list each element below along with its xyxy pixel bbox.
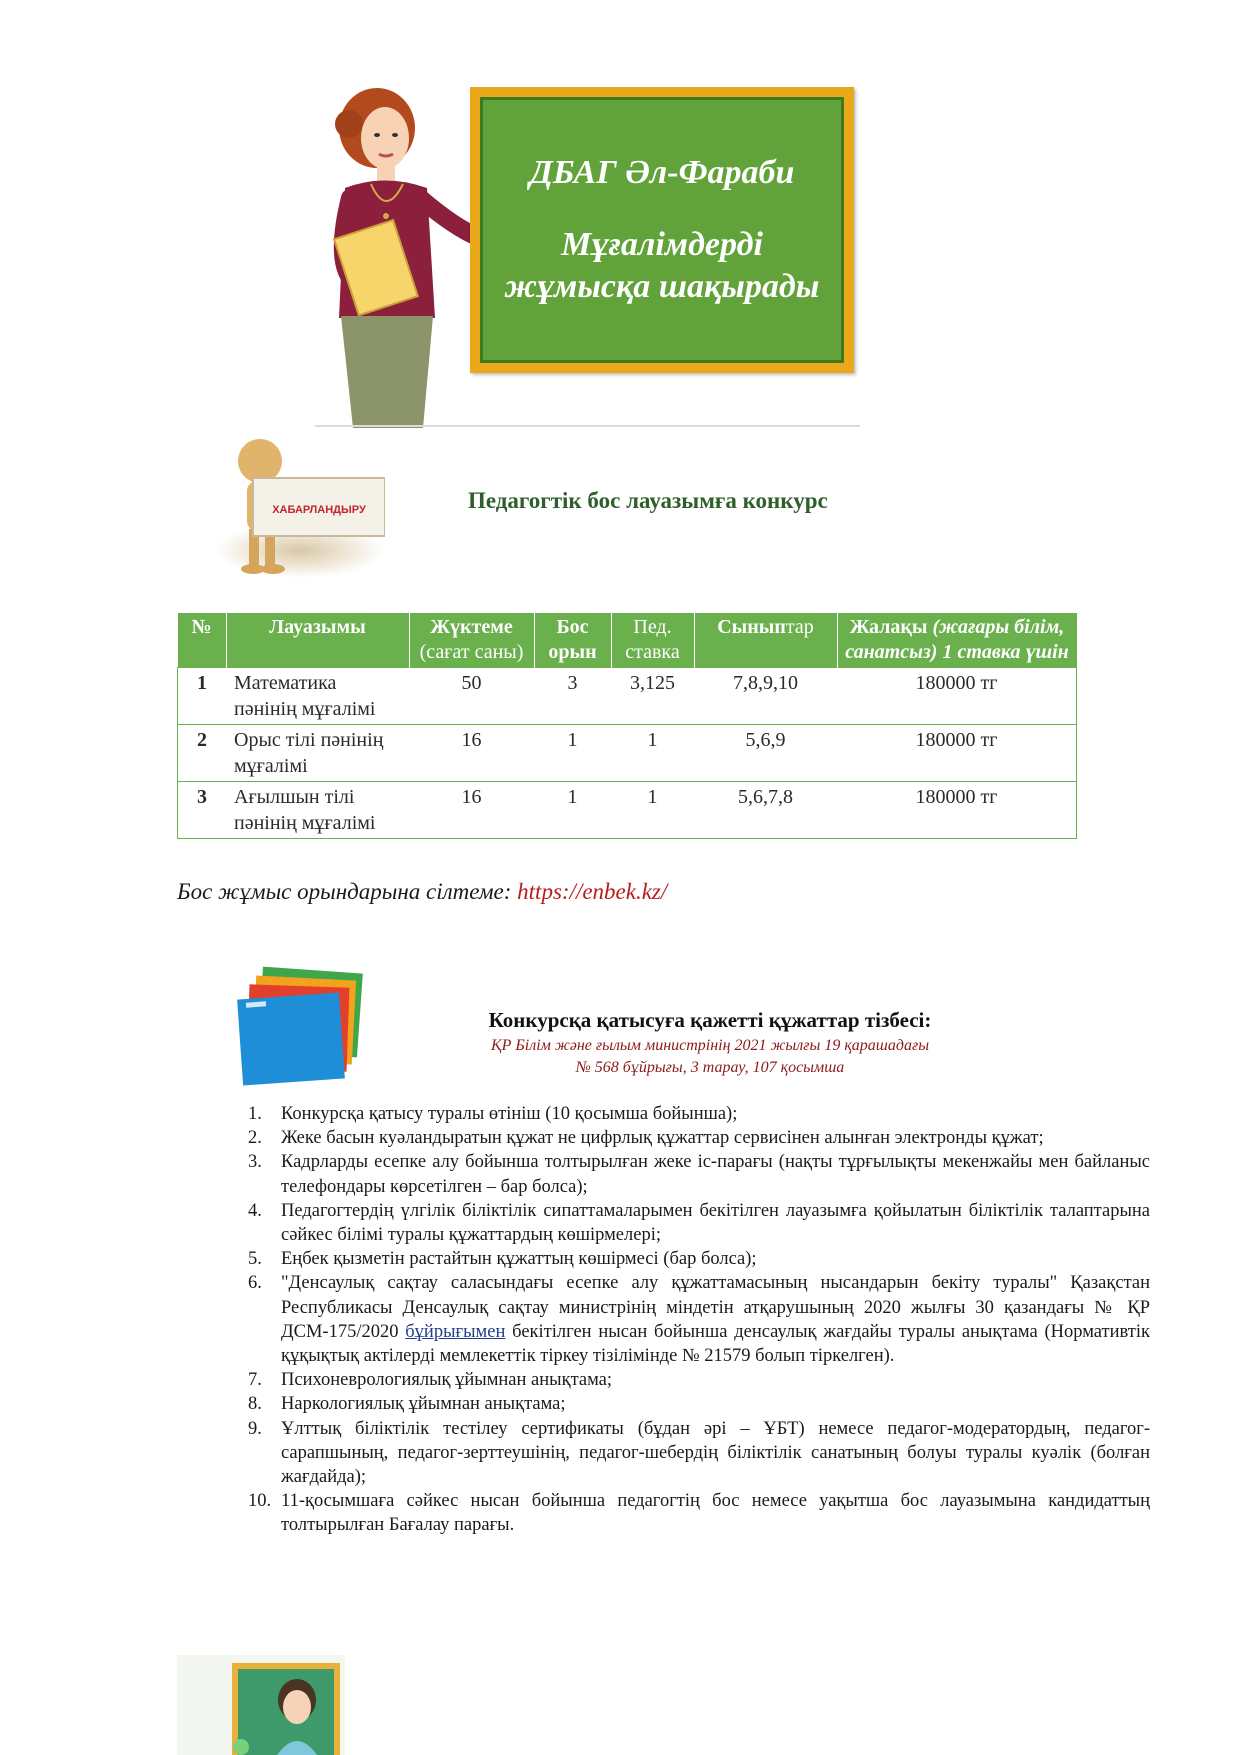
list-item: 8. Наркологиялық ұйымнан анықтама; [248, 1394, 566, 1415]
row-load: 50 [409, 668, 534, 725]
row-rate: 1 [611, 725, 694, 782]
list-item: 5. Еңбек қызметін растайтын құжаттың көшірмесі (бар болса); [248, 1249, 757, 1270]
header-classes: Сыныптар [694, 613, 837, 668]
vacancies-table [177, 613, 1077, 839]
row-rate: 1 [611, 782, 694, 839]
documents-subtitle-line-2: № 568 бұйрығы, 3 тарау, 107 қосымша [575, 1059, 845, 1076]
row-number: 2 [178, 725, 227, 782]
row-position: Орыс тілі пәнінің мұғалімі [226, 725, 409, 782]
table-header-row [178, 613, 1077, 668]
enbek-link[interactable]: https://enbek.kz/ [517, 879, 668, 904]
header-vacant: Бос орын [534, 613, 611, 668]
row-position: Ағылшын тілі пәнінің мұғалімі [226, 782, 409, 839]
row-salary: 180000 тг [837, 668, 1077, 725]
table-row [178, 782, 1077, 839]
list-item: 3. Кадрларды есепке алу бойынша толтырылған жеке іс-парағы (нақты тұрғылықты мекенжайы мен байланыс телефондары көрсетілген – бар болса); [248, 1152, 1150, 1197]
row-rate: 3,125 [611, 668, 694, 725]
header-rate: Пед. ставка [611, 613, 694, 668]
list-item: 1. Конкурсқа қатысу туралы өтініш (10 қосымша бойынша); [248, 1104, 738, 1124]
row-number: 3 [178, 782, 227, 839]
list-item: 7. Психоневрологиялық ұйымнан анықтама; [248, 1370, 613, 1391]
table-row [178, 668, 1077, 725]
vacancy-link-line [177, 879, 667, 905]
header-salary: Жалақы (жағары білім, санатсыз) 1 ставка үшін [837, 613, 1077, 668]
invitation-line-2: жұмысқа шақырады [504, 268, 820, 305]
list-item: 4. Педагогтердің үлгілік біліктілік сипаттамаларымен бекітілген лауазымға қойылатын біліктілік талаптарына сәйкес білімі туралы құжаттардың көшірмелері; [248, 1200, 1150, 1246]
green-chalkboard [470, 87, 854, 373]
order-link[interactable]: бұйрығымен [405, 1321, 506, 1342]
row-salary: 180000 тг [837, 782, 1077, 839]
vacancy-link-label: Бос жұмыс орындарына сілтеме: [177, 879, 518, 904]
row-number: 1 [178, 668, 227, 725]
row-vacant: 3 [534, 668, 611, 725]
banner-baseline [315, 425, 860, 427]
header-number: № [178, 613, 227, 668]
header-position: Лауазымы [226, 613, 409, 668]
row-position: Математика пәнінің мұғалімі [226, 668, 409, 725]
row-salary: 180000 тг [837, 725, 1077, 782]
row-classes: 7,8,9,10 [694, 668, 837, 725]
row-classes: 5,6,7,8 [694, 782, 837, 839]
announcement-figure [215, 433, 385, 578]
list-item: 6. "Денсаулық сақтау саласындағы есепке алу құжаттамасының нысандарын бекіту туралы" Қазақстан Республикасы Денсаулық сақтау министрінің міндетін атқарушының 2020 жылғы 30 қазандағы № ҚР ДСМ-175/2020 бұйрығымен бекітілген нысан бойынша денсаулық жағдайы туралы анықтама (Нормативтік құқықтық актілерді мемлекеттік тіркеу тізілімінде № 21579 болып тіркелген). [248, 1273, 1150, 1367]
list-item: 9. Ұлттық біліктілік тестілеу сертификаты (бұдан әрі – ҰБТ) немесе педагог-модератордың, педагог-сарапшының, педагог-зерттеушінің, педагог-шебердің біліктілік санатының болуы туралы куәлік (болған жағдайда); [248, 1418, 1150, 1488]
school-name: ДБАГ Әл-Фараби [529, 154, 795, 191]
table-row [178, 725, 1077, 782]
contest-title: Педагогтік бос лауазымға конкурс [468, 488, 828, 513]
folders-icon [232, 966, 372, 1088]
row-load: 16 [409, 725, 534, 782]
announcement-sign-text: ХАБАРЛАНДЫРУ [272, 504, 366, 516]
documents-list [248, 1102, 1150, 1538]
header-load: Жүктеме (сағат саны) [409, 613, 534, 668]
row-vacant: 1 [534, 782, 611, 839]
invitation-line-1: Мұғалімдерді [561, 226, 763, 263]
row-vacant: 1 [534, 725, 611, 782]
list-item: 2. Жеке басын куәландыратын құжат не цифрлық құжаттар сервисінен алынған электронды құжат; [248, 1128, 1044, 1149]
documents-title: Конкурсқа қатысуға қажетті құжаттар тізбесі: [488, 1008, 932, 1032]
row-load: 16 [409, 782, 534, 839]
teacher-board-illustration [177, 1655, 345, 1755]
documents-subtitle [360, 1035, 1060, 1079]
list-item: 10. 11-қосымшаға сәйкес нысан бойынша педагогтің бос немесе уақытша бос лауазымына кандидаттың толтырылған Бағалау парағы. [248, 1491, 1150, 1536]
row-classes: 5,6,9 [694, 725, 837, 782]
documents-subtitle-line-1: ҚР Білім және ғылым министрінің 2021 жылғы 19 қарашадағы [490, 1037, 930, 1054]
chalkboard-text [480, 97, 844, 363]
